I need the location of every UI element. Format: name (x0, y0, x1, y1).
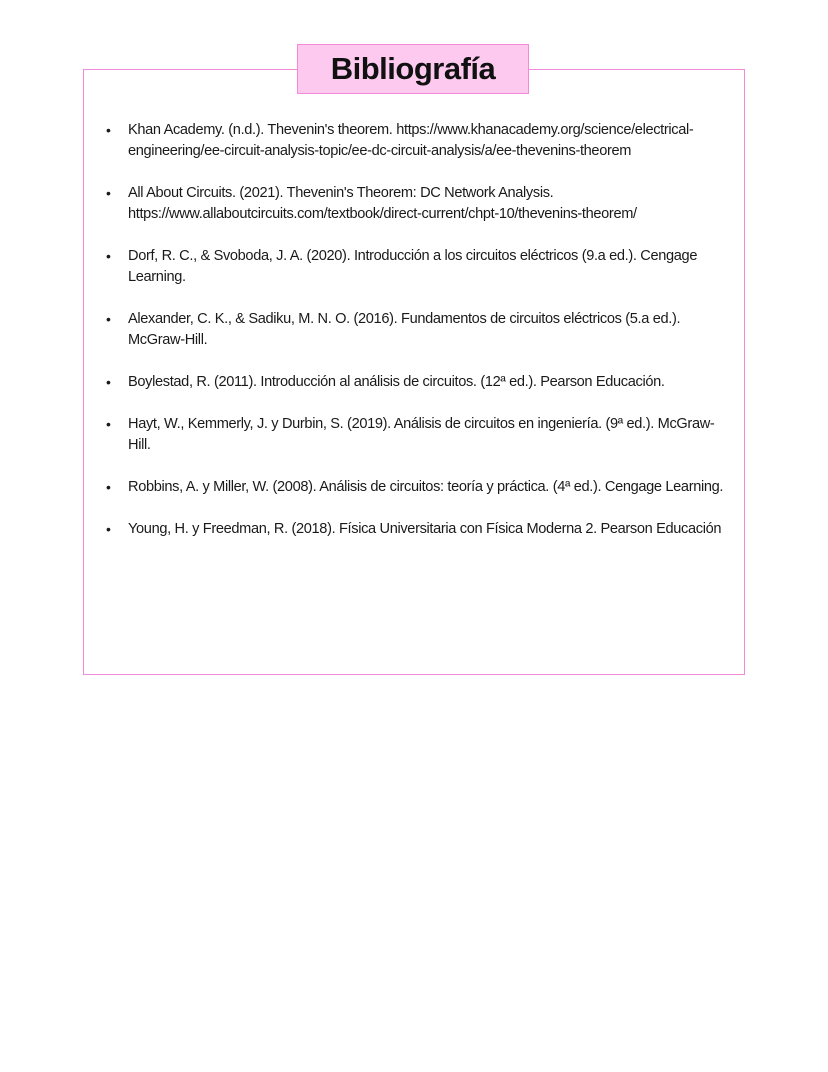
bullet-icon: • (106, 122, 111, 138)
reference-text: Khan Academy. (n.d.). Thevenin's theorem. https://www.khanacademy.org/science/electrical-engineering/ee-circuit-analysis-topic/ee-dc-circuit-analysis/a/ee-thevenins-theorem (128, 122, 694, 159)
reference-item (106, 477, 734, 498)
reference-item (106, 519, 734, 540)
reference-text: Alexander, C. K., & Sadiku, M. N. O. (2016). Fundamentos de circuitos eléctricos (5.a ed.). McGraw-Hill. (128, 311, 681, 348)
bullet-icon: • (106, 374, 111, 390)
reference-text: Hayt, W., Kemmerly, J. y Durbin, S. (2019). Análisis de circuitos en ingeniería. (9ª ed.). McGraw-Hill. (128, 416, 715, 453)
reference-item (106, 120, 734, 162)
reference-list (106, 120, 734, 561)
bullet-icon: • (106, 521, 111, 537)
bullet-icon: • (106, 248, 111, 264)
reference-text: Boylestad, R. (2011). Introducción al análisis de circuitos. (12ª ed.). Pearson Educación. (128, 374, 665, 390)
reference-item (106, 246, 734, 288)
bullet-icon: • (106, 311, 111, 327)
reference-item (106, 414, 734, 456)
bullet-icon: • (106, 479, 111, 495)
bullet-icon: • (106, 185, 111, 201)
reference-text: All About Circuits. (2021). Thevenin's Theorem: DC Network Analysis. https://www.allaboutcircuits.com/textbook/direct-current/chpt-10/thevenins-theorem/ (128, 185, 637, 222)
bullet-icon: • (106, 416, 111, 432)
reference-text: Dorf, R. C., & Svoboda, J. A. (2020). Introducción a los circuitos eléctricos (9.a ed.). Cengage Learning. (128, 248, 698, 285)
reference-item (106, 309, 734, 351)
reference-item (106, 372, 734, 393)
title-box (297, 44, 529, 94)
page-title: Bibliografía (330, 51, 496, 86)
reference-text: Young, H. y Freedman, R. (2018). Física Universitaria con Física Moderna 2. Pearson Educación (128, 521, 722, 537)
reference-text: Robbins, A. y Miller, W. (2008). Análisis de circuitos: teoría y práctica. (4ª ed.). Cengage Learning. (128, 479, 724, 495)
reference-item (106, 183, 734, 225)
